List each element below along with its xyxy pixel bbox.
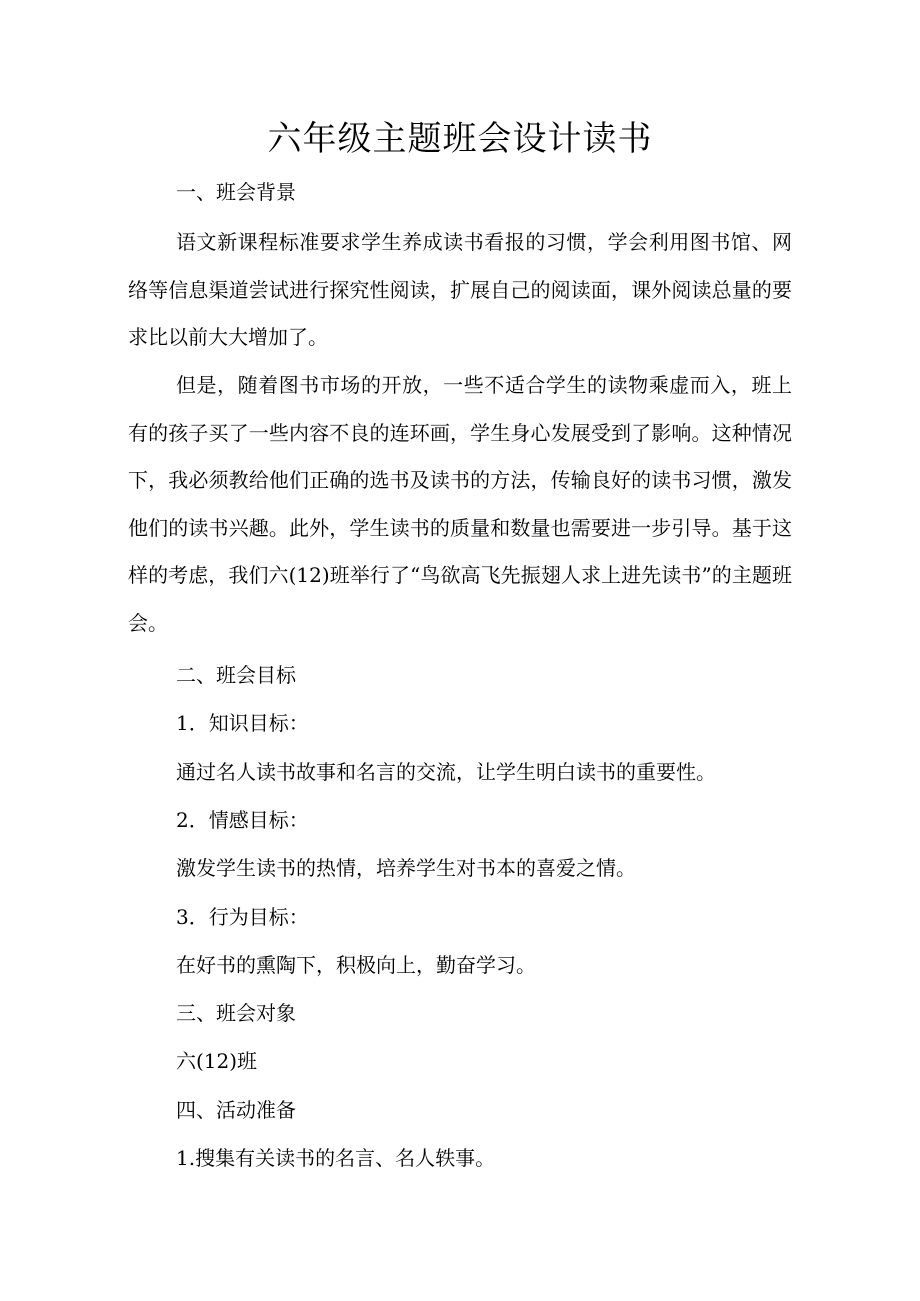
paragraph-curriculum: 语文新课程标准要求学生养成读书看报的习惯，学会利用图书馆、网络等信息渠道尝试进行探究性阅读，扩展自己的阅读面，课外阅读总量的要求比以前大大增加了。 <box>128 230 792 349</box>
paragraph-context: 但是，随着图书市场的开放，一些不适合学生的读物乘虚而入，班上有的孩子买了一些内容不良的连环画，学生身心发展受到了影响。这种情况下，我必须教给他们正确的选书及读书的方法，传输良好的读书习惯，激发他们的读书兴趣。此外，学生读书的质量和数量也需要进一步引导。基于这样的考虑，我们六(12)班举行了“鸟欲高飞先振翅人求上进先读书”的主题班会。 <box>128 373 792 635</box>
goal-knowledge-heading: 1．知识目标： <box>176 711 309 735</box>
document-title: 六年级主题班会设计读书 <box>267 119 653 159</box>
section-heading-background: 一、班会背景 <box>176 180 296 204</box>
section-heading-preparation: 四、活动准备 <box>176 1098 296 1122</box>
goal-behavior-heading: 3．行为目标： <box>176 905 309 929</box>
section-heading-goals: 二、班会目标 <box>176 663 296 687</box>
audience-text: 六(12)班 <box>176 1049 258 1073</box>
goal-behavior-text: 在好书的熏陶下，积极向上，勤奋学习。 <box>176 953 536 977</box>
preparation-item-1: 1.搜集有关读书的名言、名人轶事。 <box>176 1146 496 1170</box>
goal-emotion-text: 激发学生读书的热情，培养学生对书本的喜爱之情。 <box>176 856 636 880</box>
section-heading-audience: 三、班会对象 <box>176 1001 296 1025</box>
goal-knowledge-text: 通过名人读书故事和名言的交流，让学生明白读书的重要性。 <box>176 760 716 784</box>
goal-emotion-heading: 2．情感目标： <box>176 808 309 832</box>
